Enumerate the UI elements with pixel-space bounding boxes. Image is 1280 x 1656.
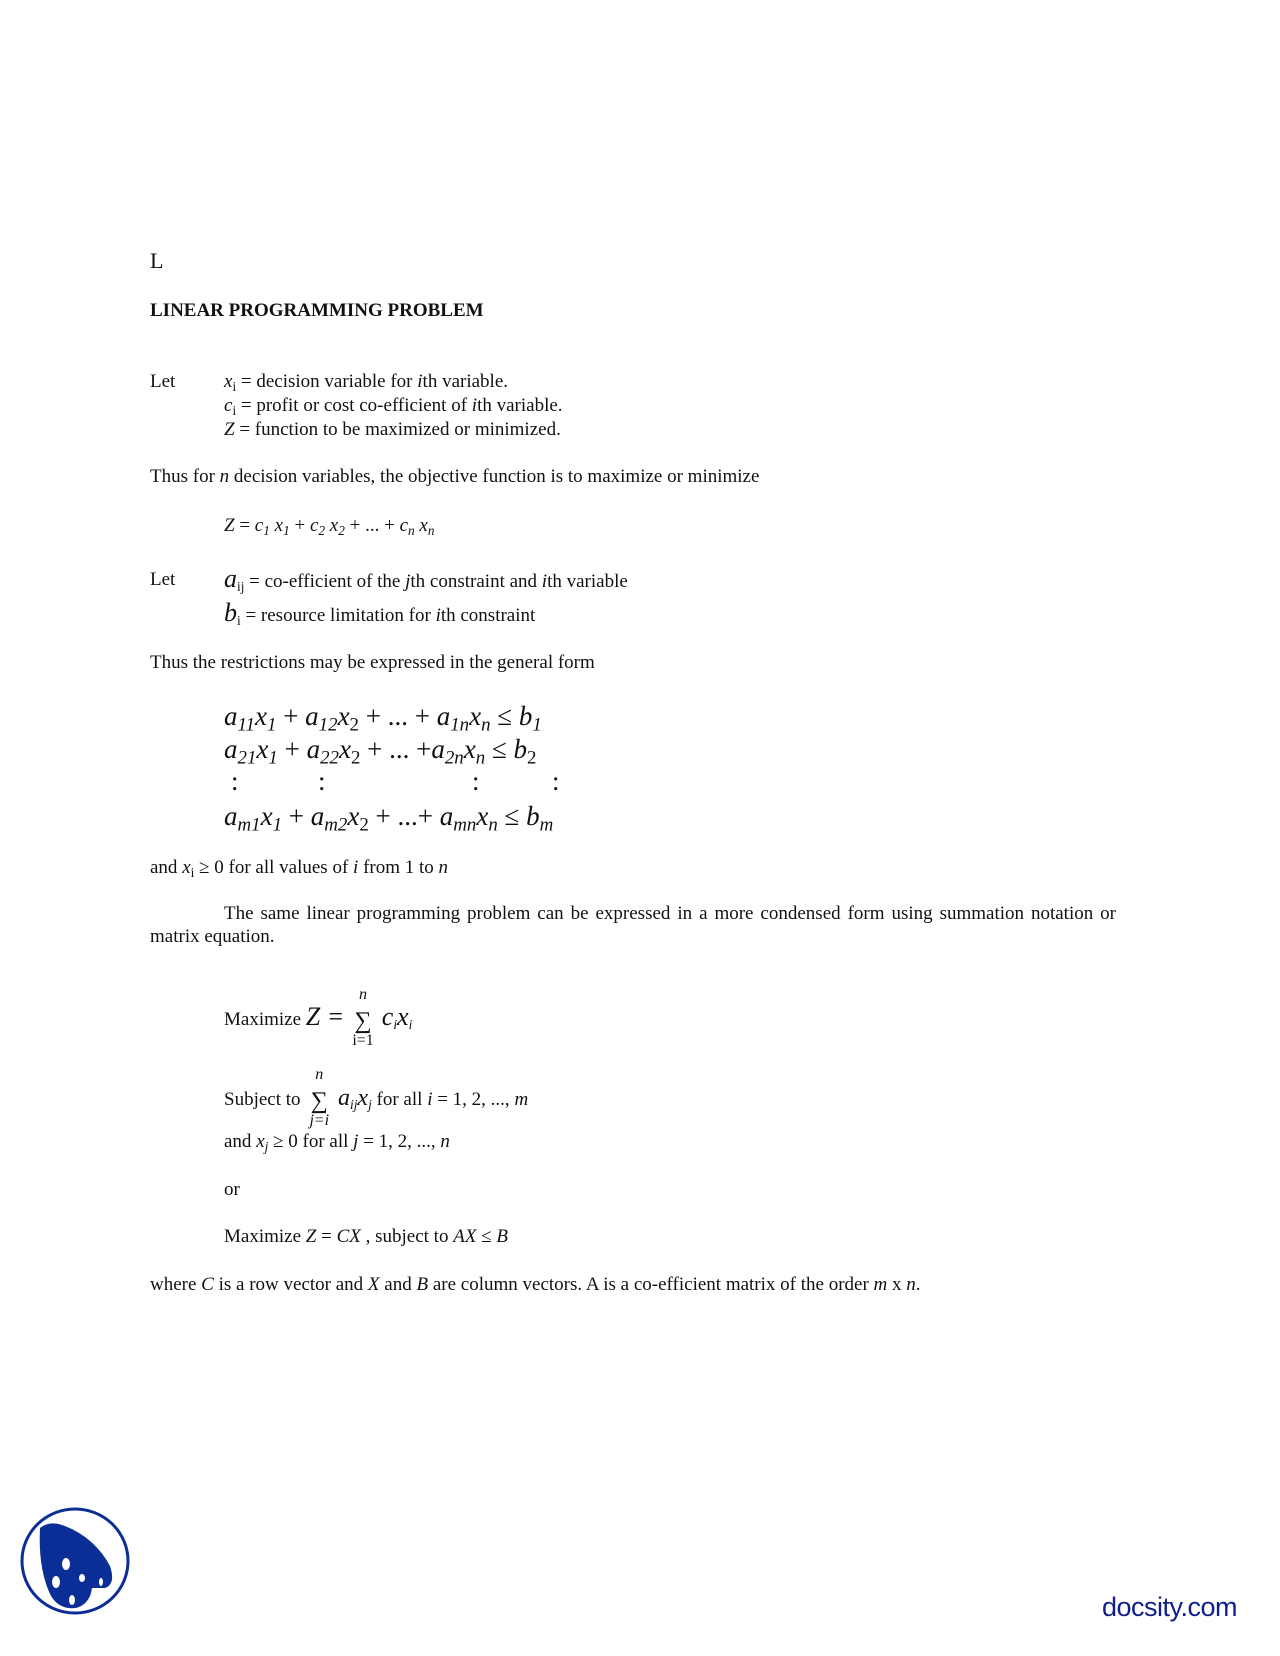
text-segment: = 1, 2, ..., bbox=[358, 1131, 441, 1152]
text-segment: ≥ 0 for all bbox=[268, 1131, 354, 1152]
term-x-sub: i bbox=[408, 1016, 413, 1032]
text-segment: i bbox=[471, 395, 478, 416]
text-segment: 2 bbox=[349, 714, 359, 736]
text-segment: a bbox=[436, 701, 451, 731]
text-segment: c bbox=[224, 395, 233, 416]
text-segment: = co-efficient of the bbox=[244, 571, 406, 592]
text-segment: = resource limitation for bbox=[240, 605, 436, 626]
text-segment: + ... + bbox=[360, 734, 432, 764]
text-segment: 1 bbox=[532, 714, 542, 736]
text-segment: 2 bbox=[318, 522, 326, 538]
text-segment: 21 bbox=[237, 747, 257, 769]
text-segment: + bbox=[289, 515, 310, 536]
text-segment: i bbox=[417, 371, 423, 392]
text-segment: , subject to bbox=[360, 1226, 454, 1247]
text-segment: n bbox=[438, 857, 449, 878]
text-segment: x bbox=[260, 801, 273, 831]
text-segment: 1n bbox=[450, 714, 470, 736]
sum-upper-limit: n bbox=[315, 1065, 324, 1083]
let-label bbox=[150, 372, 175, 391]
text-segment: b bbox=[513, 734, 528, 764]
z-equals: Z = bbox=[305, 1002, 345, 1031]
text-segment: Thus for bbox=[150, 466, 220, 487]
text-segment: LINEAR PROGRAMMING PROBLEM bbox=[150, 300, 484, 321]
condensed-form-paragraph: The same linear programming problem can be expressed in a more condensed form using summation notation or matrix equation. bbox=[150, 903, 1116, 947]
text-segment: : bbox=[231, 766, 239, 796]
text-segment: + bbox=[276, 701, 306, 731]
period bbox=[916, 1274, 921, 1295]
text-segment: 2 bbox=[338, 522, 345, 538]
text-segment: and bbox=[150, 857, 183, 878]
term-x-sub: j bbox=[368, 1096, 372, 1112]
text-segment: j bbox=[264, 1138, 269, 1154]
text-segment: and bbox=[379, 1274, 417, 1295]
text-segment: 12 bbox=[318, 714, 338, 736]
text-segment: x bbox=[469, 701, 482, 731]
term-a-sub: ij bbox=[350, 1096, 358, 1112]
text-segment: n bbox=[219, 466, 230, 487]
text-segment: a bbox=[431, 734, 445, 764]
text-segment: x bbox=[463, 734, 476, 764]
or-text bbox=[224, 1180, 240, 1199]
text-segment: 2 bbox=[359, 814, 369, 836]
let-label bbox=[150, 570, 175, 589]
definition-x bbox=[224, 371, 509, 394]
text-segment: th constraint bbox=[440, 605, 536, 626]
text-segment: Z bbox=[224, 419, 235, 440]
docsity-logo bbox=[20, 1506, 132, 1616]
text-segment: c bbox=[254, 515, 264, 536]
docsity-brand-link[interactable]: docsity.com bbox=[1102, 1592, 1238, 1622]
text-segment: + ... + bbox=[344, 515, 400, 536]
text-segment: or bbox=[224, 1179, 240, 1200]
text-segment: Thus the restrictions may be expressed in the general form bbox=[150, 652, 595, 673]
matrix-form bbox=[224, 1227, 508, 1246]
text-segment: L bbox=[150, 248, 164, 273]
text-segment: is a row vector and bbox=[213, 1274, 368, 1295]
subject-summation bbox=[224, 1065, 529, 1129]
text-segment: n bbox=[408, 522, 415, 538]
text-segment: x bbox=[338, 734, 351, 764]
text-segment: n bbox=[427, 522, 435, 538]
text-segment: b bbox=[526, 801, 540, 831]
definition-z bbox=[224, 420, 561, 439]
subject-condition bbox=[377, 1089, 529, 1110]
text-segment: x bbox=[329, 515, 339, 536]
text-segment: th constraint and bbox=[410, 571, 542, 592]
text-segment: a bbox=[439, 801, 454, 831]
term-x: x bbox=[397, 1002, 409, 1031]
text-segment: i bbox=[190, 864, 195, 880]
text-segment: x bbox=[274, 515, 284, 536]
objective-equation bbox=[224, 515, 435, 538]
sigma-symbol: ∑ bbox=[354, 1007, 372, 1034]
vector-explanation-text bbox=[150, 1274, 916, 1295]
sum-lower-limit: j=i bbox=[309, 1111, 330, 1129]
text-segment: = function to be maximized or minimized. bbox=[234, 419, 561, 440]
text-segment: : bbox=[472, 766, 480, 796]
restrictions-intro bbox=[150, 653, 595, 672]
text-segment: a bbox=[305, 701, 319, 731]
text-segment: a bbox=[224, 701, 238, 731]
text-segment: CX bbox=[336, 1226, 361, 1247]
text-segment: Z bbox=[305, 1226, 317, 1247]
text-segment: = bbox=[316, 1226, 337, 1247]
text-segment: 1 bbox=[272, 814, 283, 836]
text-segment: + ...+ bbox=[368, 801, 440, 831]
text-segment: a bbox=[306, 734, 321, 764]
definition-c bbox=[224, 395, 563, 418]
text-segment: ≤ bbox=[476, 1226, 497, 1247]
constraint-1 bbox=[224, 701, 542, 736]
text-segment: for all bbox=[376, 1089, 428, 1110]
text-segment: ≤ bbox=[485, 734, 514, 764]
text-segment: are column vectors. A is a co-efficient matrix of the order bbox=[428, 1274, 874, 1295]
sum-operator bbox=[349, 985, 377, 1049]
vector-explanation bbox=[150, 1275, 921, 1294]
text-segment: . bbox=[915, 1274, 921, 1295]
text-segment: + bbox=[277, 734, 307, 764]
term-a: a bbox=[338, 1085, 351, 1111]
text-segment: n bbox=[906, 1274, 916, 1295]
text-segment: + ... + bbox=[359, 701, 437, 731]
text-segment: m bbox=[514, 1089, 529, 1110]
text-segment: Let bbox=[150, 371, 176, 392]
term-x: x bbox=[357, 1085, 369, 1111]
text-segment: where bbox=[150, 1274, 202, 1295]
text-segment: x bbox=[256, 734, 269, 764]
text-segment: 1 bbox=[266, 714, 277, 736]
text-segment: x bbox=[419, 515, 428, 536]
text-segment: x bbox=[476, 801, 489, 831]
text-segment: x bbox=[887, 1274, 907, 1295]
objective-intro bbox=[150, 467, 759, 486]
text-segment: th variable bbox=[547, 571, 628, 592]
constraint-m bbox=[224, 801, 554, 836]
text-segment: decision variables, the objective function is to maximize or minimize bbox=[229, 466, 760, 487]
text-segment: : bbox=[318, 766, 326, 796]
maximize-label: Maximize bbox=[224, 1009, 302, 1030]
text-segment: C bbox=[201, 1274, 214, 1295]
text-segment: c bbox=[399, 515, 409, 536]
text-segment: 1 bbox=[263, 522, 270, 538]
text-segment: 22 bbox=[320, 747, 339, 769]
constraint-2 bbox=[224, 734, 537, 769]
non-negativity bbox=[150, 857, 449, 880]
term-c-sub: i bbox=[393, 1016, 398, 1032]
text-segment: ij bbox=[237, 578, 245, 594]
text-segment: x bbox=[347, 801, 360, 831]
text-segment: 1 bbox=[283, 522, 290, 538]
text-segment: j bbox=[405, 571, 411, 592]
text-segment: ≥ 0 for all values of bbox=[194, 857, 354, 878]
text-segment: + bbox=[282, 801, 311, 831]
page-letter bbox=[150, 250, 163, 272]
maximize-summation bbox=[224, 985, 413, 1049]
text-segment: Let bbox=[150, 569, 176, 590]
ellipsis-colon bbox=[552, 768, 560, 795]
sum-upper-limit: n bbox=[359, 985, 368, 1003]
text-segment: m bbox=[873, 1274, 888, 1295]
subject-label: Subject to bbox=[224, 1089, 301, 1110]
text-segment: Z bbox=[224, 515, 235, 536]
text-segment: th variable. bbox=[422, 371, 509, 392]
text-segment: i bbox=[427, 1089, 433, 1110]
text-segment: : bbox=[552, 766, 560, 796]
text-segment: and bbox=[224, 1131, 257, 1152]
text-segment: 2 bbox=[527, 747, 537, 769]
ellipsis-colon bbox=[318, 768, 326, 795]
text-segment: i bbox=[232, 378, 237, 394]
text-segment: a bbox=[224, 801, 238, 831]
text-segment: b bbox=[224, 598, 237, 627]
text-segment: ≤ bbox=[490, 701, 519, 731]
text-segment: n bbox=[488, 814, 498, 836]
text-segment: b bbox=[518, 701, 533, 731]
sum-operator bbox=[305, 1065, 333, 1129]
text-segment: i bbox=[232, 402, 237, 418]
text-segment: 11 bbox=[237, 714, 255, 736]
definition-aij bbox=[224, 566, 628, 592]
text-segment: 2 bbox=[350, 747, 361, 769]
text-segment: i bbox=[237, 612, 241, 628]
text-segment: m bbox=[539, 814, 554, 836]
text-segment: B bbox=[416, 1274, 429, 1295]
text-segment: a bbox=[224, 734, 238, 764]
text-segment: a bbox=[310, 801, 325, 831]
text-segment: a bbox=[224, 564, 237, 593]
text-segment: n bbox=[440, 1131, 450, 1152]
text-segment: 2n bbox=[444, 747, 464, 769]
text-segment: = profit or cost co-efficient of bbox=[236, 395, 472, 416]
text-segment: from 1 to bbox=[358, 857, 439, 878]
text-segment: x bbox=[256, 1131, 265, 1152]
term-c: c bbox=[381, 1002, 394, 1031]
document-title bbox=[150, 301, 484, 320]
definition-bi bbox=[224, 600, 535, 626]
text-segment: i bbox=[435, 605, 441, 626]
text-segment: x bbox=[255, 701, 267, 731]
text-segment: c bbox=[309, 515, 319, 536]
text-segment: x bbox=[224, 371, 233, 392]
text-segment: 1 bbox=[268, 747, 278, 769]
xj-non-negativity bbox=[224, 1131, 450, 1154]
docsity-logo-icon bbox=[20, 1506, 132, 1616]
ellipsis-colon bbox=[472, 768, 480, 795]
text-segment: = 1, 2, ..., bbox=[432, 1089, 515, 1110]
text-segment: th variable. bbox=[477, 395, 563, 416]
text-segment: = decision variable for bbox=[236, 371, 418, 392]
text-segment: ≤ bbox=[497, 801, 527, 831]
text-segment: Maximize bbox=[224, 1226, 306, 1247]
text-segment: X bbox=[367, 1274, 380, 1295]
text-segment: m2 bbox=[324, 814, 348, 836]
text-segment: mn bbox=[453, 814, 477, 836]
text-segment: x bbox=[337, 701, 350, 731]
sum-lower-limit: i=1 bbox=[352, 1031, 374, 1049]
text-segment: m1 bbox=[237, 814, 261, 836]
text-segment: = bbox=[234, 515, 255, 536]
sigma-symbol: ∑ bbox=[310, 1087, 328, 1114]
ellipsis-colon bbox=[231, 768, 239, 795]
text-segment: i bbox=[353, 857, 359, 878]
text-segment: i bbox=[541, 571, 548, 592]
text-segment: n bbox=[475, 747, 486, 769]
text-segment: j bbox=[353, 1131, 359, 1152]
text-segment: B bbox=[496, 1226, 508, 1247]
text-segment: x bbox=[182, 857, 191, 878]
text-segment: n bbox=[481, 714, 491, 736]
text-segment: AX bbox=[453, 1226, 477, 1247]
